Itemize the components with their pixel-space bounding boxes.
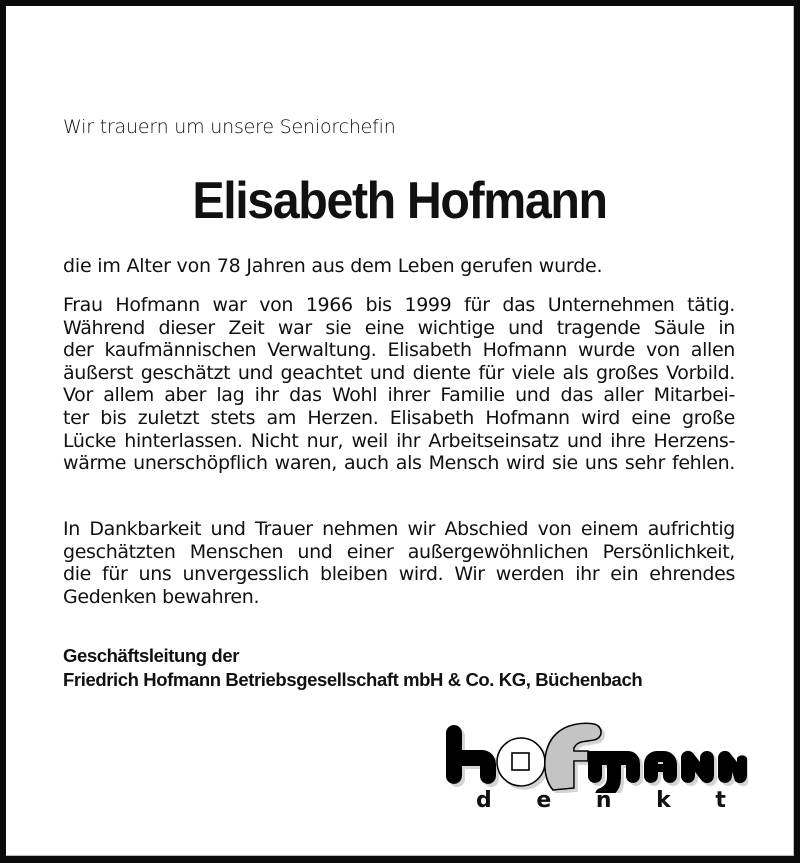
text-line: Frau Hofmann war von 1966 bis 1999 für das Unternehmen tätig. (63, 294, 735, 316)
text-line: äußerst geschätzt und geachtet und diente für viele als großes Vorbild. (63, 361, 735, 384)
text-line: Vor allem aber lag ihr das Wohl ihrer Familie und das aller Mitarbei- (63, 384, 735, 407)
hofmann-logo (438, 718, 748, 830)
signature-block (63, 644, 642, 692)
text-line: In Dankbarkeit und Trauer nehmen wir Abschied von einem aufrichtig (63, 518, 735, 540)
logo-tagline (476, 788, 726, 813)
text-line: Lücke hinterlassen. Nicht nur, weil ihr Arbeitseinsatz und ihre Herzens- (63, 429, 735, 452)
deceased-name: Elisabeth Hofmann (192, 172, 607, 230)
paragraph-farewell (63, 518, 735, 608)
signature-line-2: Friedrich Hofmann Betriebsgesellschaft mbH & Co. KG, Büchenbach (63, 669, 643, 690)
text-line: Gedenken bewahren. (63, 585, 260, 608)
tagline-letter: e (536, 788, 552, 813)
tagline-letter: n (595, 788, 612, 813)
hofmann-wordmark-icon (438, 718, 748, 793)
paragraph-tribute (63, 294, 735, 475)
tagline-letter: t (715, 788, 726, 813)
tagline-letter: d (476, 788, 492, 813)
text-line: Während dieser Zeit war sie eine wichtige und tragende Säule in (63, 316, 735, 339)
text-line: die für uns unvergesslich bleiben wird. Wir werden ihr ein ehrendes (63, 563, 735, 586)
obituary-notice (6, 6, 794, 856)
tagline-letter: k (656, 788, 671, 813)
text-line: der kaufmännischen Verwaltung. Elisabeth Hofmann wurde von allen (63, 339, 735, 362)
text-line: geschätzten Menschen und einer außergewöhnlichen Persönlichkeit, (63, 540, 735, 563)
text-line: wärme unerschöpflich waren, auch als Mensch wird sie uns sehr fehlen. (63, 452, 735, 475)
signature-line-1: Geschäftsleitung der (63, 645, 240, 666)
intro-line: Wir trauern um unsere Seniorchefin (63, 116, 396, 138)
text-line: ter bis zuletzt stets am Herzen. Elisabeth Hofmann wird eine große (63, 406, 735, 429)
age-line: die im Alter von 78 Jahren aus dem Leben gerufen wurde. (63, 255, 603, 277)
